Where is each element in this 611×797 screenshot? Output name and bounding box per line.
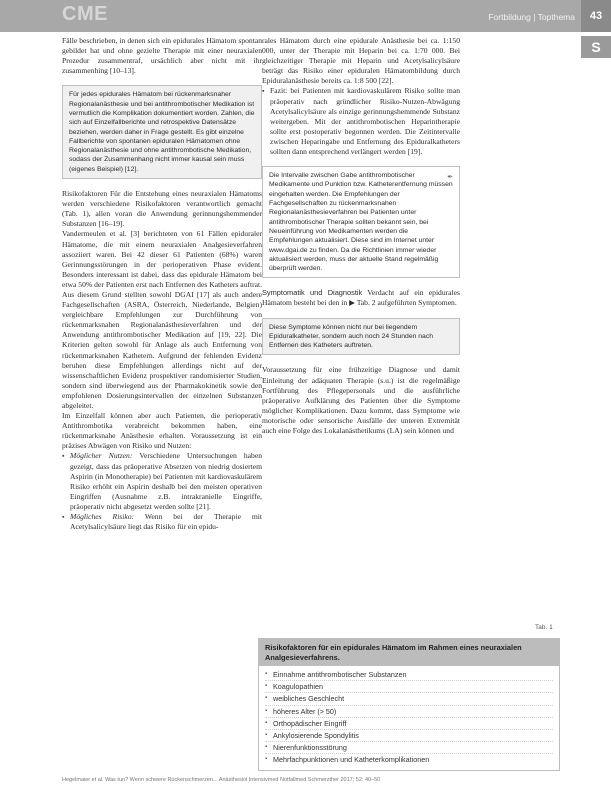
right-column bbox=[262, 36, 460, 436]
table-row: ▪ Einnahme antithrombotischer Substanzen bbox=[265, 669, 553, 681]
page-number: 43 bbox=[581, 0, 611, 32]
paragraph: Vandermeulen et al. [3] berichteten von 61 Fällen epiduraler Hämatome, die mit einem neuraxialen Analgesieverfahren assoziiert waren. Bei 42 dieser 61 Patienten (68%) waren Gerinnungsstörungen in der perioperativen Phase evident. Besonders interessant ist dabei, dass das epidurale Hämatom bei etwa 50% der Patienten erst nach Entfernen des Katheters auftrat. Aus diesem Grund stellten sowohl DGAI [17] als auch andere Fachgesellschaften (ASRA, Österreich, Niederlande, Belgien) vergleichbare Empfehlungen zur Durchführung von rückenmarksnahen Regionalanästhesieverfahren und der Anwendung antithrombotischer Medikation auf [19, 22]. Die Kriterien gelten sowohl für Anlage als auch Entfernung von rückenmarksnahen Kathetern. Aufgrund der fehlenden Evidenz beruhen diese Empfehlungen allerdings nicht auf der wissenschaftlichen Evidenz prospektiver randomisierter Studien, sondern sind überwiegend aus der Pharmakokinetik sowie den empfohlenen Dosierungsintervallen der einzelnen Substanzen abgeleitet. bbox=[62, 229, 262, 411]
bullet-list bbox=[262, 86, 460, 157]
journal-logo: CME bbox=[62, 3, 108, 25]
table-title: Risikofaktoren für ein epidurales Hämatom im Rahmen eines neuraxialen Analgesieverfahrens. bbox=[259, 639, 559, 666]
section-badge: S bbox=[581, 36, 611, 58]
list-item bbox=[62, 512, 262, 532]
info-box-text: Die Intervalle zwischen Gabe antithrombotischer Medikamente und Punktion bzw. Katheterentfernung müssen eingehalten werden. Die Empfehlungen der Fachgesellschaften zu rückenmarksnahen Regionalanästhesieverfahren bei Patienten unter antithrombotischer Therapie sollten bekannt sein, bei Neueinführung von Medikamenten werden die Empfehlungen aktualisiert. Diese sind im Internet unter www.dgai.de zu finden. Da die Richtlinien immer wieder aktualisiert werden, muss der aktuelle Stand regelmäßig überprüft werden. bbox=[269, 172, 453, 273]
table-row: ▪ Ankylosierende Spondylitis bbox=[265, 730, 553, 742]
bullet-text: Wenn bei der Therapie mit Acetylsalicylsäure liegt das Risiko für ein epidu- bbox=[70, 512, 262, 532]
pin-icon: ✒ bbox=[447, 174, 453, 182]
bullet-lead: Möglicher Nutzen: bbox=[70, 451, 133, 461]
info-box-text: Diese Symptome können nicht nur bei liegendem Epiduralkatheter, sondern auch noch 24 Stunden nach Entfernen des Katheters auftreten. bbox=[269, 323, 434, 350]
info-box-text: Für jedes epidurales Hämatom bei rückenmarksnaher Regionalanästhesie und bei antithrombotischer Medikation ist vermutlich die Komplikation dokumentiert worden. Zahlen, die sich auf Einzelfallberichte und retrospektive Datensätze beziehen, werden daher in Frage gestellt. Es gibt einzelne Fallberichte von spontanen epiduralen Hämatomen ohne Regionalanästhesie und ohne antithrombotische Medikation, sodass der Zusammenhang nicht immer kausal sein muss (eigenes Beispiel) [12]. bbox=[69, 91, 255, 173]
list-item: ▪ Fazit: bei Patienten mit kardiovaskulärem Risiko sollte man präoperativ nach gründlicher Risiko-Nutzen-Abwägung Acetylsalicylsäure als einzige gerinnungshemmende Substanz weitergeben. Mit der antithrombotischen Heparintherapie sollte erst postoperativ begonnen werden. Die Zeitintervalle zwischen Heparingabe und Entfernung des Epiduralkatheters sollten dann entsprechend verlängert werden [19]. bbox=[262, 86, 460, 157]
info-box bbox=[62, 85, 262, 179]
page-footer: Hegelmaier et al. Was tun? Wenn schwere Rückenschmerzen... Anästhesiol Intensivmed Notfallmed Schmerzther 2017; 52: 40–50 bbox=[62, 777, 381, 783]
table-list bbox=[259, 666, 559, 770]
risk-factor-table bbox=[258, 638, 560, 771]
left-column bbox=[62, 36, 262, 532]
paragraph bbox=[262, 288, 460, 308]
table-row: ▪ höheres Alter (> 50) bbox=[265, 706, 553, 718]
table-label: Tab. 1 bbox=[535, 624, 553, 631]
table-row: ▪ Orthopädischer Eingriff bbox=[265, 718, 553, 730]
info-box bbox=[262, 166, 460, 278]
table-row: ▪ Koagulopathien bbox=[265, 681, 553, 693]
table-row: ▪ Nierenfunktionsstörung bbox=[265, 742, 553, 754]
bullet-text: Verschiedene Untersuchungen haben gezeigt, dass das präoperative Absetzen von niedrig dosiertem Aspirin (in Monotherapie) bei Patienten mit kardiovaskulärem Risiko erhöht ein Aspirin deshalb bei den meisten operativen Eingriffen (Ausnahme z.B. intrakranielle Eingriffe, präoperativ nicht abgesetzt werden sollte [21]. bbox=[70, 451, 263, 511]
paragraph: Im Einzelfall können aber auch Patienten, die perioperativ Antithrombotika verabreicht bekommen haben, eine rückenmarksnahe Anästhesie erhalten. Voraussetzung ist ein präzises Abwägen von Risiko und Nutzen: bbox=[62, 411, 262, 451]
paragraph: Fälle beschrieben, in denen sich ein epidurales Hämatom spontan gebildet hat und ohne gezielte Therapie mit einer neuraxialen Prozedur zusammentraf, ursächlich aber nicht mit ihr zusammenhing [10–13]. bbox=[62, 36, 262, 76]
paragraph: Voraussetzung für eine frühzeitige Diagnose und damit Einleitung der adäquaten Therapie (s.u.) ist die regelmäßige Fortführung des Pflegepersonals und die ausführliche präoperative Aufklärung des Patienten über die Symptome möglicher Komplikationen. Dazu kommt, dass Symptome wie motorische oder sensorische Ausfälle der unteren Extremität auch eine Folge des Lokalanästhetikums (LA) sein können und bbox=[262, 365, 460, 436]
header-rubric: Fortbildung | Topthema bbox=[488, 12, 575, 22]
runin-heading: Symptomatik und Diagnostik bbox=[262, 288, 363, 298]
paragraph: rales Hämatom durch eine epidurale Anästhesie bei ca. 1:150 000, unter der Therapie mit Heparin bei ca. 1:70 000. Bei gleichzeitiger Therapie mit Heparin und Acetylsalicylsäure beträgt das Risiko einer epiduralen Hämatombildung durch Epiduralanästhesie bereits ca. 1:8 500 [22]. bbox=[262, 36, 460, 86]
header-bar bbox=[0, 0, 611, 32]
list-item bbox=[62, 451, 262, 512]
paragraph-text: Verdacht auf ein epidurales Hämatom besteht bei den in ▶ Tab. 2 aufgeführten Symptomen. bbox=[262, 288, 460, 308]
info-box bbox=[262, 318, 460, 356]
bullet-lead: Mögliches Risiko: bbox=[70, 512, 135, 522]
bullet-list bbox=[62, 451, 262, 532]
paragraph: Risikofaktoren Für die Entstehung eines neuraxialen Hämatoms werden verschiedene Risikofaktoren verantwortlich gemacht (Tab. 1), allen voran die Anwendung gerinnungshemmender Substanzen [16–19]. bbox=[62, 189, 262, 229]
table-row: ▪ weibliches Geschlecht bbox=[265, 693, 553, 705]
table-row: ▪ Mehrfachpunktionen und Katheterkomplikationen bbox=[265, 754, 553, 765]
